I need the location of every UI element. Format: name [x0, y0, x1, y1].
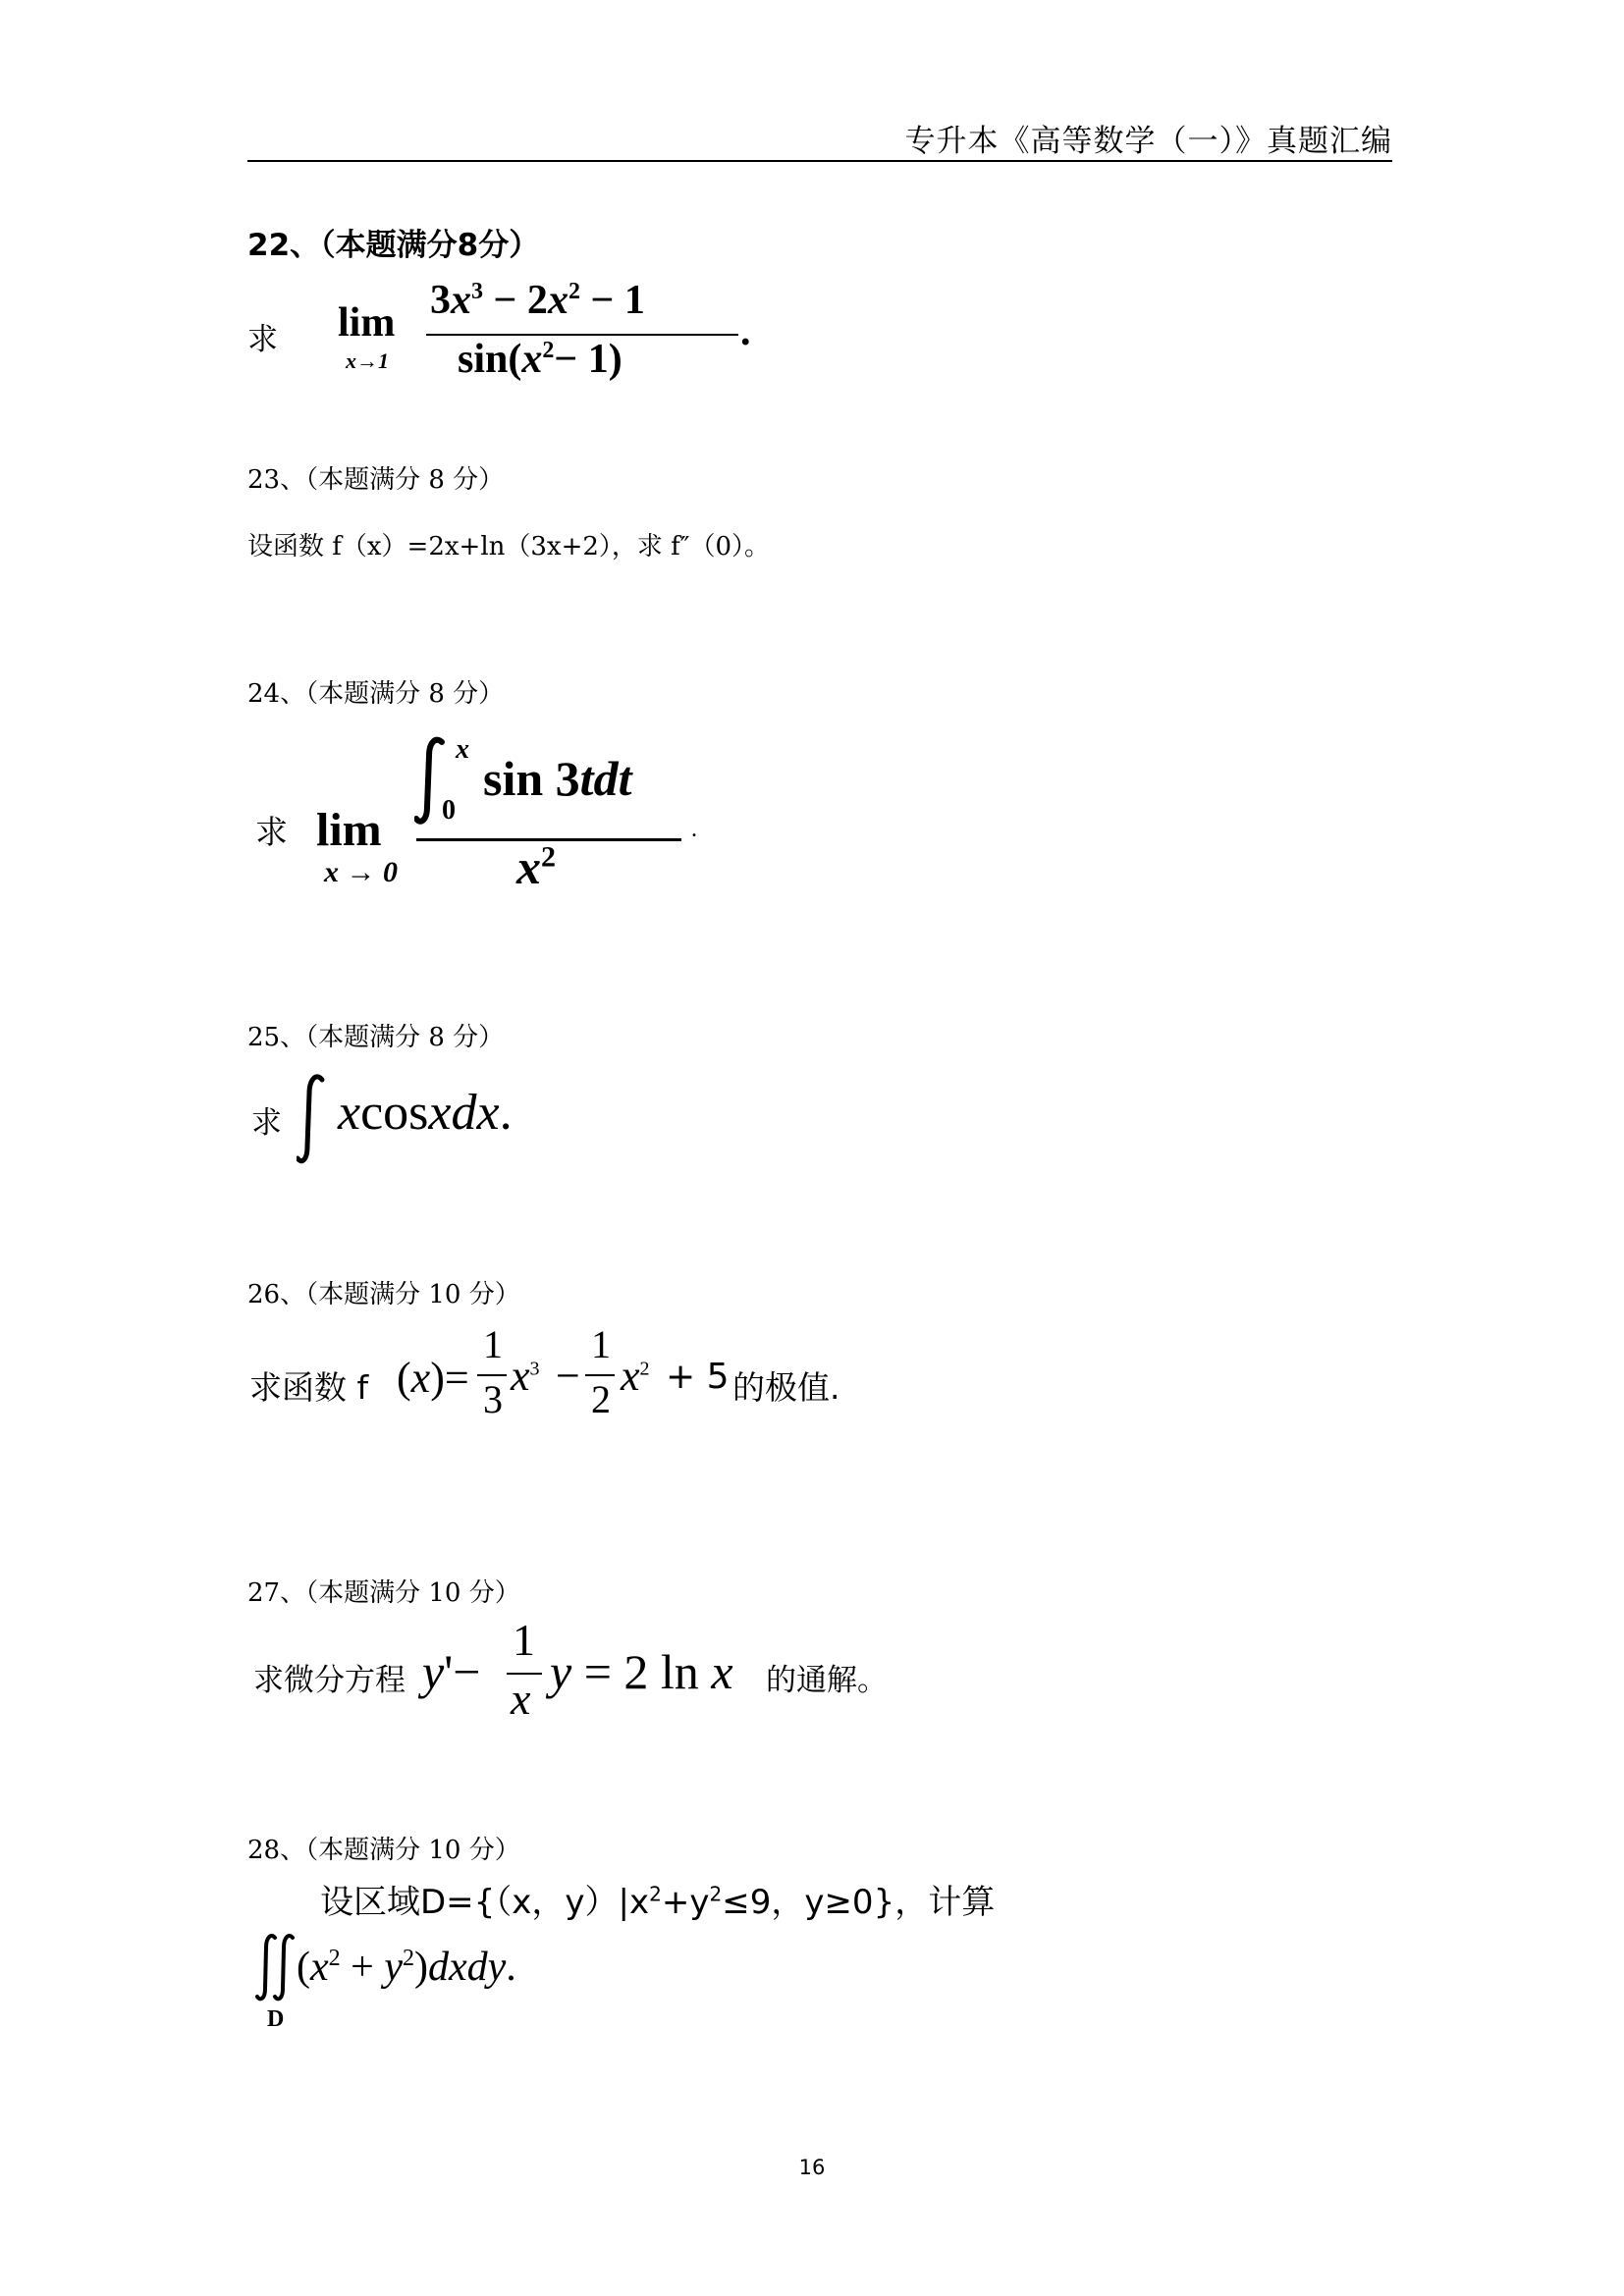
question-27-yprime: y'− — [422, 1644, 481, 1699]
question-27-formula — [247, 1614, 895, 1741]
question-26-frac1-num: 1 — [483, 1322, 503, 1366]
question-28-integrand: ($x^2$ + $y^2)dxdy$. — [297, 1945, 516, 1990]
question-22-numerator: $3x^3 - 2x^2 - 1$ — [430, 278, 645, 323]
question-22-heading: 22、（本题满分8分） — [247, 228, 540, 263]
question-26-formula — [247, 1321, 876, 1439]
question-23-heading: 23、（本题满分 8 分） — [247, 465, 505, 495]
question-22-period: . — [740, 309, 751, 354]
question-22-lim-sub: x→1 — [346, 348, 389, 373]
question-26-plus5: + 5 — [666, 1357, 730, 1397]
question-26-term2: $x^2$ — [621, 1352, 650, 1400]
question-24-denominator: $x^2$ — [516, 839, 556, 894]
question-22-formula — [247, 273, 778, 391]
question-27-suffix: 的通解。 — [766, 1663, 888, 1698]
question-22-prompt: 求 — [247, 322, 278, 357]
question-27-frac-den: x — [511, 1674, 531, 1724]
question-27-prompt: 求微分方程 — [253, 1663, 406, 1698]
question-25-formula — [247, 1070, 601, 1178]
question-25-integral-icon — [297, 1070, 332, 1168]
question-27-frac-num: 1 — [513, 1615, 535, 1665]
question-26-heading: 26、（本题满分 10 分） — [247, 1280, 520, 1309]
question-25-heading: 25、（本题满分 8 分） — [247, 1023, 505, 1052]
question-26-frac2-num: 1 — [591, 1322, 611, 1366]
question-26-lhs: (x)= — [397, 1354, 469, 1402]
question-26-prompt: 求函数 f — [249, 1368, 369, 1407]
question-24-prompt: 求 — [255, 813, 288, 851]
question-28-heading: 28、（本题满分 10 分） — [247, 1836, 520, 1865]
question-26-frac1-den: 3 — [483, 1377, 503, 1421]
question-28-formula — [247, 1932, 562, 2040]
question-25-prompt: 求 — [251, 1105, 282, 1141]
header-rule — [247, 160, 1392, 162]
question-26-minus: − — [556, 1352, 580, 1400]
question-28-region-sub: D — [267, 2006, 285, 2032]
question-28-domain-text: 设区域D={（x，$y)|x^2+y^2\le 9$，y≥0}，计算 — [320, 1882, 996, 1922]
question-22-lim: lim — [338, 300, 396, 346]
question-24-upper-limit: x — [456, 734, 469, 765]
question-24-lim: lim — [316, 804, 382, 856]
question-24-heading: 24、（本题满分 8 分） — [247, 679, 505, 709]
question-26-term1: $x^3$ — [511, 1352, 540, 1400]
question-24-formula — [247, 734, 719, 911]
question-26-frac2-den: 2 — [591, 1377, 611, 1421]
question-26-suffix: 的极值. — [732, 1368, 840, 1407]
question-24-period: . — [691, 817, 697, 842]
question-27-rhs: y = 2 ln x — [550, 1644, 733, 1699]
question-24-integrand: sin 3tdt — [483, 751, 632, 806]
question-24-lower-limit: 0 — [442, 795, 456, 826]
question-22-denominator: $\sin(x^2- 1)$ — [458, 337, 623, 382]
question-23-text: 设函数 f（x）=2x+ln（3x+2），求 f″（0）。 — [247, 532, 771, 561]
question-25-integrand: xcosxdx. — [338, 1085, 513, 1141]
question-24-lim-sub: x → 0 — [324, 856, 398, 888]
question-27-heading: 27、（本题满分 10 分） — [247, 1578, 520, 1608]
page-number: 16 — [798, 2156, 826, 2179]
page-header-title: 专升本《高等数学（一）》真题汇编 — [904, 124, 1392, 159]
